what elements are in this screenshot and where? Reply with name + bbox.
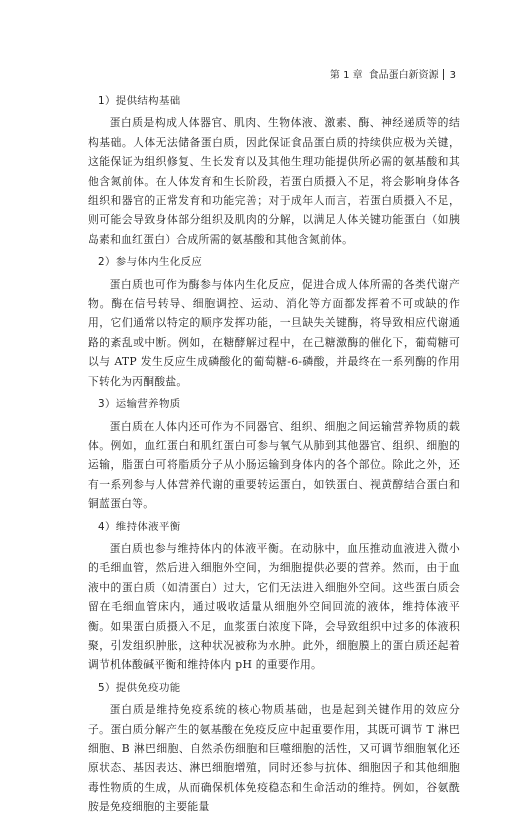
page-body	[88, 88, 460, 821]
section-title: 5）提供免疫功能	[98, 681, 181, 694]
section-title: 4）维持体液平衡	[98, 520, 181, 533]
section-nutrient-transport	[88, 395, 460, 513]
section-immune-function	[88, 679, 460, 817]
section-title: 3）运输营养物质	[98, 398, 181, 411]
section-biochemical-reactions	[88, 253, 460, 391]
section-paragraph: 蛋白质是构成人体器官、肌肉、生物体液、激素、酶、神经递质等的结构基础。人体无法储备蛋白质，因此保证食品蛋白质的持续供应极为关键，这能保证为组织修复、生长发育以及其他生理功能提供所必需的氨基酸和其他含氮前体。在人体发育和生长阶段，若蛋白质摄入不足，将会影响身体各组织和器官的正常发育和功能完善；对于成年人而言，若蛋白质摄入不足，则可能会导致身体部分组织及肌肉的分解，以满足人体关键功能蛋白（如胰岛素和血红蛋白）合成所需的氨基酸和其他含氮前体。	[88, 116, 460, 246]
running-header	[330, 66, 456, 81]
section-title: 1）提供结构基础	[98, 95, 181, 107]
header-divider	[443, 69, 444, 80]
section-paragraph: 蛋白质是维持免疫系统的核心物质基础，也是起到关键作用的效应分子。蛋白质分解产生的氨基酸在免疫反应中起重要作用，其既可调节 T 淋巴细胞、B 淋巴细胞、自然杀伤细胞和巨噬细胞的活性，又可调节细胞氧化还原状态、基因表达、淋巴细胞增殖，同时还参与抗体、细胞因子和其他细胞毒性物质的生成，从而确保机体免疫稳态和生命活动的维持。例如，谷氨酰胺是免疫细胞的主要能量	[88, 703, 460, 814]
section-structure	[88, 92, 460, 249]
section-paragraph: 蛋白质也可作为酶参与体内生化反应，促进合成人体所需的各类代谢产物。酶在信号转导、细胞调控、运动、消化等方面都发挥着不可或缺的作用，它们通常以特定的顺序发挥功能，一旦缺失关键酶，将导致相应代谢通路的紊乱或中断。例如，在糖酵解过程中，在己糖激酶的催化下，葡萄糖可以与 ATP 发生反应生成磷酸化的葡萄糖-6-磷酸，并最终在一系列酶的作用下转化为丙酮酸盐。	[88, 277, 460, 388]
section-fluid-balance	[88, 518, 460, 675]
section-title: 2）参与体内生化反应	[98, 256, 203, 269]
chapter-label: 第 1 章	[329, 70, 363, 81]
section-paragraph: 蛋白质也参与维持体内的体液平衡。在动脉中，血压推动血液进入微小的毛细血管，然后进入细胞外空间，为细胞提供必要的营养。然而，由于血液中的蛋白质（如清蛋白）过大，它们无法进入细胞外空间。这些蛋白质会留在毛细血管床内，通过吸收适量从细胞外空间回流的液体，维持体液平衡。如果蛋白质摄入不足，血浆蛋白浓度下降，会导致组织中过多的体液积聚，引发组织肿胀，这种状况被称为水肿。此外，细胞膜上的蛋白质还起着调节机体酸碱平衡和维持体内 pH 的重要作用。	[88, 541, 460, 672]
page-number: 3	[449, 70, 456, 81]
chapter-title: 食品蛋白新资源	[368, 70, 439, 81]
section-paragraph: 蛋白质在人体内还可作为不同器官、组织、细胞之间运输营养物质的载体。例如，血红蛋白和肌红蛋白可参与氧气从肺到其他器官、组织、细胞的运输，脂蛋白可将脂质分子从小肠运输到身体内的各个部位。除此之外，还有一系列参与人体营养代谢的重要转运蛋白，如铁蛋白、视黄醇结合蛋白和铜蓝蛋白等。	[88, 419, 460, 511]
